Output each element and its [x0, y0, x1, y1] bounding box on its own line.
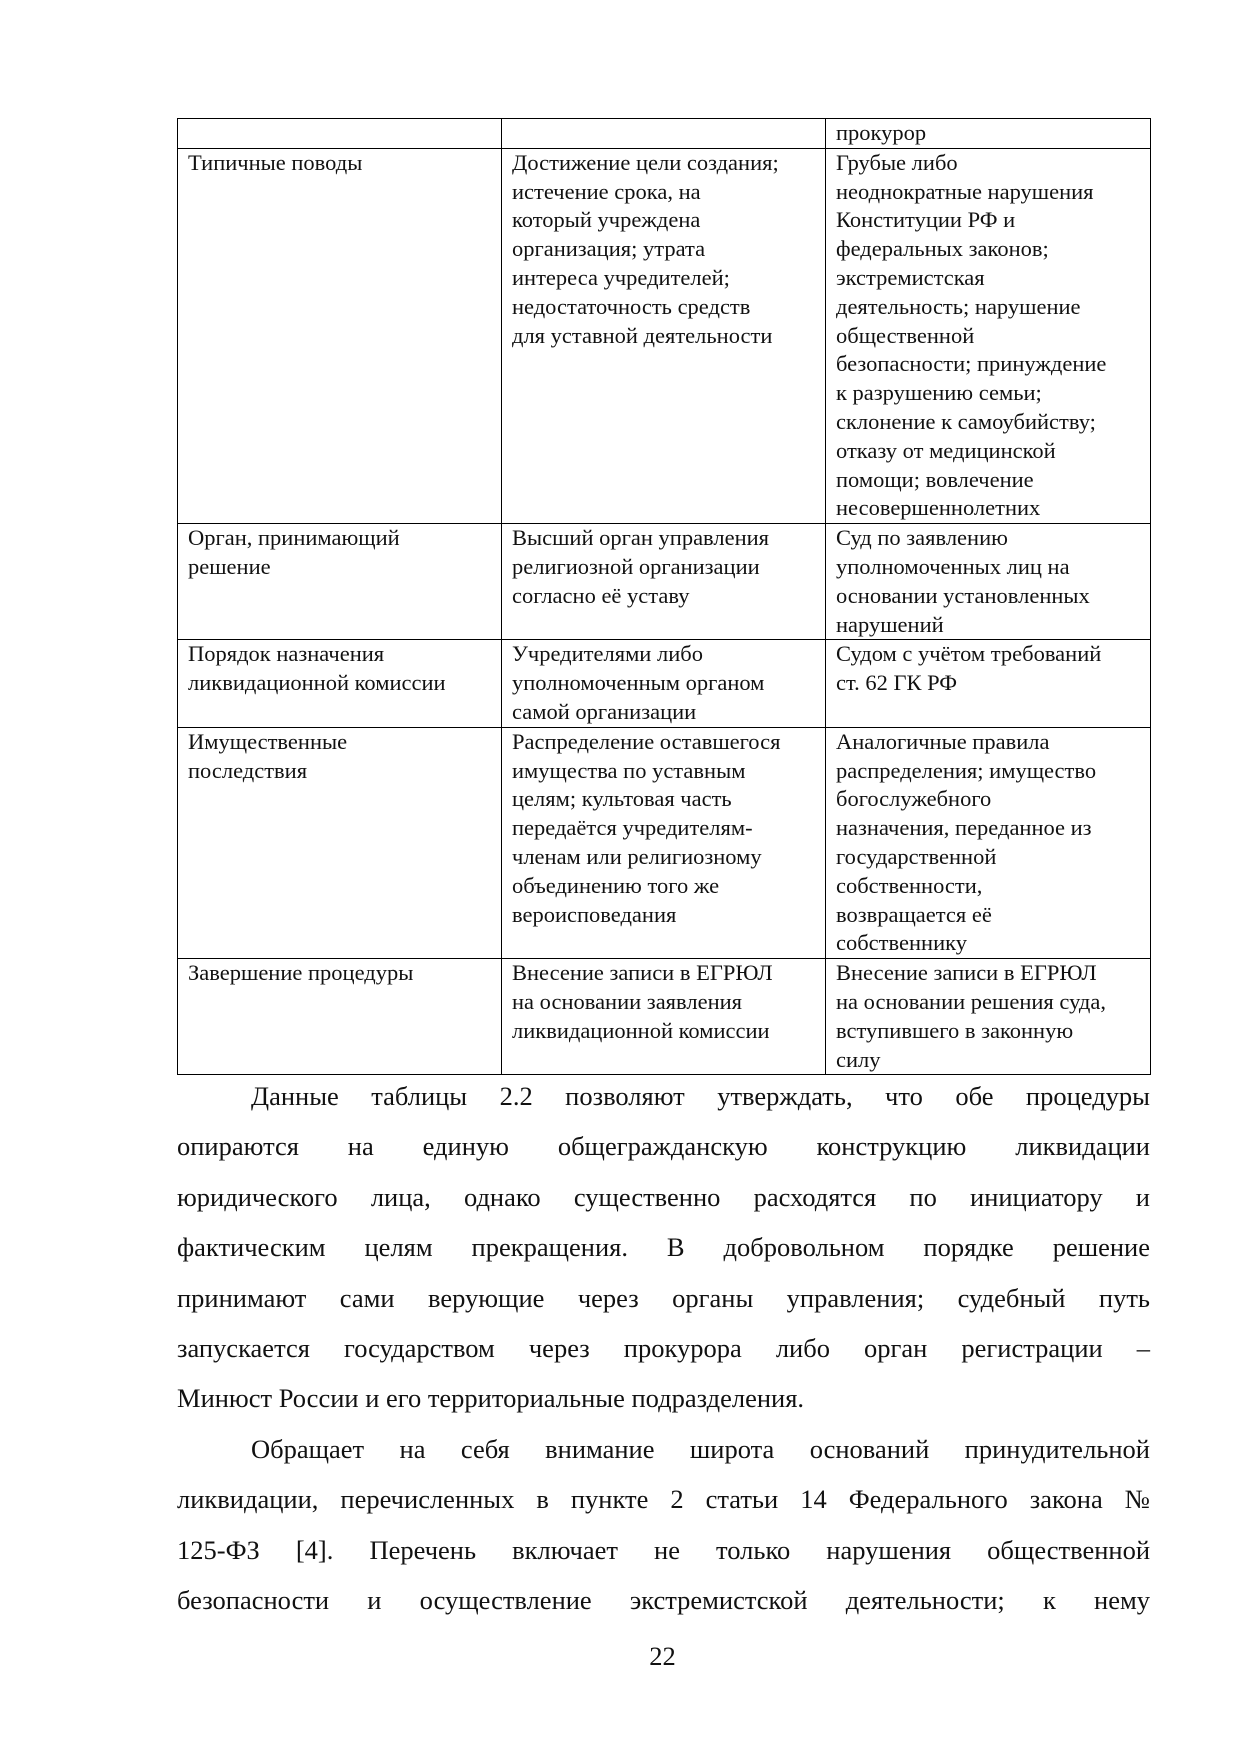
text-line: безопасности и осуществление экстремистской деятельности; к нему — [177, 1585, 1150, 1616]
cell-text-line: Типичные поводы — [188, 149, 363, 175]
cell-text-line: членам или религиозному — [512, 843, 762, 869]
cell-text-line: Грубые либо — [836, 149, 958, 175]
table-cell — [502, 640, 826, 727]
cell-text-line: Высший орган управления — [512, 525, 770, 551]
cell-text-line: решение — [188, 553, 271, 579]
table-body — [178, 119, 1151, 1075]
body-text — [177, 1071, 1150, 1625]
cell-text-line: Внесение записи в ЕГРЮЛ — [512, 960, 773, 986]
table-row — [178, 640, 1151, 727]
table-cell — [826, 640, 1151, 727]
text-line: ликвидации, перечисленных в пункте 2 статьи 14 Федерального закона № — [177, 1484, 1150, 1515]
table-row — [178, 148, 1151, 523]
cell-text-line: собственнику — [836, 930, 967, 956]
table-cell — [826, 959, 1151, 1075]
cell-text-line: интереса учредителей; — [512, 264, 730, 290]
text-line: Минюст России и его территориальные подразделения. — [177, 1383, 805, 1414]
cell-text-line: истечение срока, на — [512, 178, 701, 204]
cell-text-line: Судом с учётом требований — [836, 641, 1102, 667]
cell-text-line: Внесение записи в ЕГРЮЛ — [836, 960, 1097, 986]
table-row — [178, 119, 1151, 149]
cell-text-line: Распределение оставшегося — [512, 728, 781, 754]
cell-text-line: ст. 62 ГК РФ — [836, 670, 958, 696]
cell-text-line: федеральных законов; — [836, 236, 1049, 262]
table-cell — [826, 148, 1151, 523]
cell-text-line: собственности, — [836, 872, 983, 898]
table-cell — [502, 148, 826, 523]
cell-text-line: отказу от медицинской — [836, 437, 1056, 463]
cell-text-line: целям; культовая часть — [512, 786, 732, 812]
cell-text-line: организация; утрата — [512, 236, 706, 262]
cell-text-line: вероисповедания — [512, 901, 677, 927]
cell-text-line: последствия — [188, 757, 308, 783]
cell-text-line: Суд по заявлению — [836, 525, 1008, 551]
cell-text-line: склонение к самоубийству; — [836, 408, 1096, 434]
paragraph — [177, 1424, 1150, 1626]
table-cell — [178, 959, 502, 1075]
cell-text-line: возвращается её — [836, 901, 992, 927]
cell-text-line: общественной — [836, 322, 975, 348]
text-line: Данные таблицы 2.2 позволяют утверждать, что обе процедуры — [251, 1081, 1150, 1111]
cell-text-line: прокурор — [836, 120, 927, 145]
table-cell — [502, 119, 826, 149]
cell-text-line: Конституции РФ и — [836, 207, 1016, 233]
cell-text-line: богослужебного — [836, 786, 992, 812]
cell-text-line: государственной — [836, 843, 997, 869]
table-cell — [178, 727, 502, 958]
cell-text-line: деятельность; нарушение — [836, 293, 1081, 319]
table-cell — [178, 524, 502, 640]
cell-text-line: Орган, принимающий — [188, 525, 400, 551]
text-line: фактическим целям прекращения. В добровольном порядке решение — [177, 1232, 1150, 1263]
page-number: 22 — [649, 1641, 676, 1671]
table-row — [178, 727, 1151, 958]
table-cell — [178, 640, 502, 727]
table-cell — [502, 727, 826, 958]
cell-text-line: объединению того же — [512, 872, 720, 898]
table-cell — [826, 119, 1151, 149]
table-row — [178, 524, 1151, 640]
cell-text-line: к разрушению семьи; — [836, 380, 1042, 406]
text-line: Обращает на себя внимание широта оснований принудительной — [251, 1433, 1150, 1464]
table-cell — [826, 727, 1151, 958]
cell-text-line: уполномоченных лиц на — [836, 553, 1070, 579]
cell-text-line: имущества по уставным — [512, 757, 746, 783]
cell-text-line: религиозной организации — [512, 553, 760, 579]
cell-text-line: основании установленных — [836, 582, 1090, 608]
cell-text-line: Порядок назначения — [188, 641, 385, 667]
table-row — [178, 959, 1151, 1075]
text-line: 125-ФЗ [4]. Перечень включает не только нарушения общественной — [177, 1534, 1150, 1565]
cell-text-line: уполномоченным органом — [512, 670, 765, 696]
cell-text-line: ликвидационной комиссии — [512, 1017, 770, 1043]
text-line: принимают сами верующие через органы управления; судебный путь — [177, 1282, 1150, 1313]
table-cell — [178, 119, 502, 149]
cell-text-line: безопасности; принуждение — [836, 351, 1107, 377]
cell-text-line: нарушений — [836, 611, 944, 637]
cell-text-line: Достижение цели создания; — [512, 149, 779, 175]
cell-text-line: самой организации — [512, 698, 697, 724]
cell-text-line: назначения, переданное из — [836, 815, 1092, 841]
cell-text-line: на основании заявления — [512, 988, 742, 1014]
cell-text-line: Завершение процедуры — [188, 960, 414, 986]
cell-text-line: Аналогичные правила — [836, 728, 1050, 754]
cell-text-line: несовершеннолетних — [836, 495, 1041, 521]
text-line: юридического лица, однако существенно расходятся по инициатору и — [177, 1181, 1150, 1212]
cell-text-line: Учредителями либо — [512, 641, 703, 667]
paragraph — [177, 1071, 1150, 1424]
cell-text-line: для уставной деятельности — [512, 322, 773, 348]
cell-text-line: вступившего в законную — [836, 1017, 1074, 1043]
cell-text-line: помощи; вовлечение — [836, 466, 1034, 492]
text-line: опираются на единую общегражданскую конструкцию ликвидации — [177, 1131, 1150, 1162]
cell-text-line: силу — [836, 1046, 881, 1072]
table-cell — [178, 148, 502, 523]
table-cell — [826, 524, 1151, 640]
cell-text-line: который учреждена — [512, 207, 701, 233]
cell-text-line: на основании решения суда, — [836, 988, 1106, 1014]
cell-text-line: экстремистская — [836, 264, 985, 290]
cell-text-line: Имущественные — [188, 728, 348, 754]
cell-text-line: согласно её уставу — [512, 582, 690, 608]
cell-text-line: передаётся учредителям- — [512, 815, 753, 841]
table-cell — [502, 959, 826, 1075]
cell-text-line: недостаточность средств — [512, 293, 751, 319]
cell-text-line: распределения; имущество — [836, 757, 1097, 783]
cell-text-line: ликвидационной комиссии — [188, 670, 446, 696]
table-cell — [502, 524, 826, 640]
cell-text-line: неоднократные нарушения — [836, 178, 1094, 204]
comparison-table — [177, 118, 1151, 1075]
text-line: запускается государством через прокурора либо орган регистрации – — [177, 1333, 1150, 1364]
